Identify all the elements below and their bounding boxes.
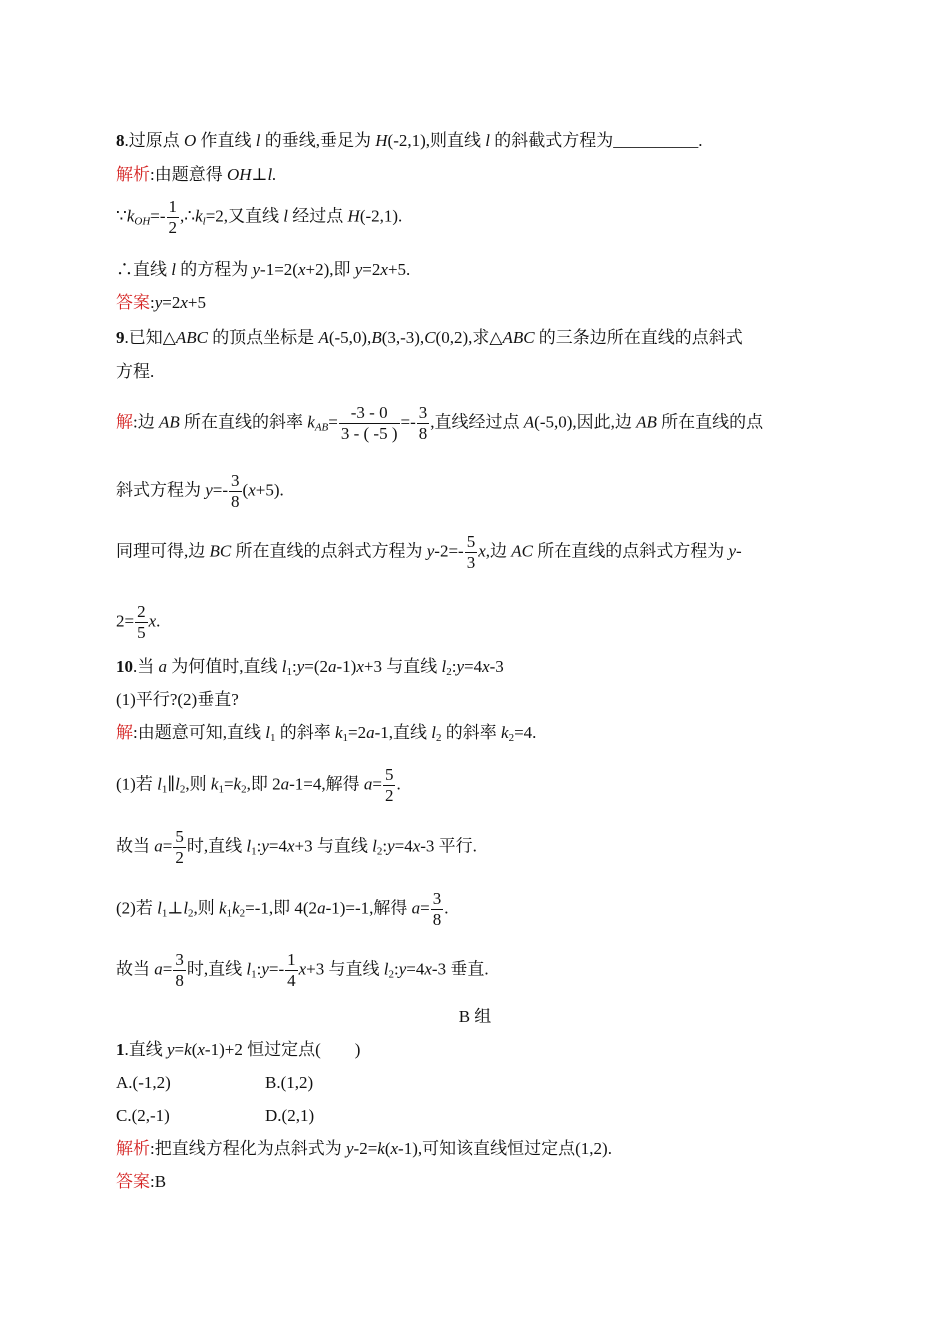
text: 2 bbox=[436, 732, 442, 744]
q8-analysis bbox=[116, 164, 277, 186]
text: 方程. bbox=[116, 362, 155, 381]
text: a bbox=[280, 774, 290, 794]
text: 的斜率 bbox=[441, 723, 502, 742]
text: = bbox=[162, 959, 173, 979]
text: 由题意可知,直线 bbox=[137, 723, 266, 742]
text: x bbox=[390, 1139, 399, 1158]
text: =- bbox=[400, 412, 416, 432]
text: x bbox=[356, 657, 364, 676]
text: k bbox=[126, 206, 135, 226]
answer-blank: __________ bbox=[613, 131, 699, 150]
text: a bbox=[328, 657, 337, 676]
text: k bbox=[377, 1139, 385, 1158]
text: a bbox=[317, 898, 326, 918]
text: k bbox=[195, 206, 203, 226]
text: 2 bbox=[239, 907, 246, 920]
numerator: 3 bbox=[418, 403, 428, 422]
text: 经过点 bbox=[288, 206, 348, 226]
text: .已知△ bbox=[124, 328, 176, 347]
text: 的垂线,垂足为 bbox=[260, 131, 376, 150]
fraction-5-3 bbox=[465, 532, 478, 573]
option-b: B.(1,2) bbox=[265, 1073, 314, 1092]
text: =- bbox=[150, 206, 166, 226]
text: . bbox=[444, 898, 449, 918]
text: 2 bbox=[179, 783, 186, 796]
numerator: 3 bbox=[231, 471, 240, 490]
text: y bbox=[345, 1139, 354, 1158]
text: =4 bbox=[394, 836, 413, 856]
fraction-3-8 bbox=[431, 889, 444, 930]
text: =2 bbox=[348, 723, 367, 742]
text: ABC bbox=[175, 328, 208, 347]
text: 同理可得,边 bbox=[116, 541, 210, 561]
text: a bbox=[411, 898, 421, 918]
text: AC bbox=[511, 541, 533, 561]
text: a bbox=[363, 774, 373, 794]
text: l bbox=[265, 723, 270, 742]
text: (1)若 bbox=[116, 774, 158, 794]
text: =4 bbox=[464, 657, 483, 676]
section-title: B 组 bbox=[458, 1007, 492, 1026]
text: (-5,0),因此,边 bbox=[534, 412, 637, 432]
text: ABC bbox=[502, 328, 535, 347]
text: A bbox=[318, 328, 329, 347]
text: -1=2( bbox=[260, 260, 298, 279]
text: -1,直线 bbox=[374, 723, 432, 742]
text: : bbox=[382, 836, 388, 856]
text: k bbox=[501, 723, 509, 742]
text: 斜式方程为 bbox=[116, 480, 206, 500]
text: ,边 bbox=[485, 541, 512, 561]
text: : bbox=[256, 959, 262, 979]
text: l bbox=[246, 959, 252, 979]
text: 时,直线 bbox=[186, 959, 247, 979]
q10-part1-conclusion bbox=[116, 827, 477, 868]
text: l bbox=[255, 131, 261, 150]
text: ,∴ bbox=[180, 206, 196, 226]
q9-stem bbox=[116, 327, 743, 349]
b-q1-answer bbox=[116, 1171, 166, 1193]
text: 1 bbox=[161, 907, 168, 920]
text: O bbox=[184, 131, 197, 150]
q10-part2 bbox=[116, 889, 448, 930]
text: 故当 bbox=[116, 959, 155, 979]
text: : bbox=[133, 412, 138, 432]
text: =2 bbox=[362, 260, 381, 279]
text: +3 与直线 bbox=[363, 657, 442, 676]
text: 2= bbox=[116, 611, 135, 631]
text: ⊥ bbox=[167, 898, 184, 918]
text: = bbox=[420, 898, 430, 918]
text: y bbox=[728, 541, 737, 561]
text: l bbox=[281, 657, 287, 676]
text: a bbox=[154, 836, 163, 856]
text: x bbox=[286, 836, 295, 856]
q8-stem bbox=[116, 130, 703, 152]
text: x bbox=[478, 541, 486, 561]
numerator: 3 bbox=[432, 889, 442, 908]
text: 1 bbox=[218, 783, 224, 796]
text: -3 bbox=[489, 657, 504, 676]
text: (-2,1). bbox=[359, 206, 403, 226]
q9-stem-line2 bbox=[116, 361, 154, 383]
text: ( bbox=[242, 480, 249, 500]
q9-solution-line2 bbox=[116, 471, 284, 512]
text: = bbox=[223, 774, 234, 794]
text: : bbox=[150, 293, 155, 312]
fraction-3-8 bbox=[229, 471, 242, 512]
text: y bbox=[205, 480, 213, 500]
answer-label: 答案 bbox=[116, 293, 150, 312]
text: l bbox=[157, 774, 162, 794]
text: x bbox=[412, 836, 421, 856]
b-q1-number: 1 bbox=[116, 1040, 125, 1059]
text: BC bbox=[209, 541, 232, 561]
text: OH bbox=[134, 215, 151, 228]
text: -1),可知该直线恒过定点(1,2). bbox=[398, 1139, 612, 1158]
text: -3 垂直. bbox=[431, 959, 489, 979]
text: OH bbox=[226, 165, 252, 184]
text: 的斜截式方程为 bbox=[490, 131, 614, 150]
text: ∵ bbox=[116, 206, 127, 226]
text: l bbox=[183, 898, 189, 918]
text: +5 bbox=[187, 293, 207, 312]
text: 2 bbox=[388, 968, 394, 981]
text: y bbox=[154, 293, 163, 312]
text: -1=4,解得 bbox=[289, 774, 364, 794]
text: 2 bbox=[508, 732, 515, 744]
numerator: 5 bbox=[175, 827, 184, 846]
text: C bbox=[424, 328, 436, 347]
text: . bbox=[396, 774, 401, 794]
text: 边 bbox=[137, 412, 159, 432]
text: k bbox=[210, 774, 219, 794]
text: +5. bbox=[387, 260, 411, 279]
analysis-label: 解析 bbox=[116, 1139, 150, 1158]
text: .直线 bbox=[124, 1040, 167, 1059]
text: =4 bbox=[406, 959, 425, 979]
text: y bbox=[261, 836, 269, 856]
q10-stem bbox=[116, 656, 504, 678]
text: 把直线方程化为点斜式为 bbox=[154, 1139, 346, 1158]
text: +3 与直线 bbox=[294, 836, 373, 856]
q10-part1 bbox=[116, 765, 401, 806]
text: x bbox=[424, 959, 432, 979]
numerator: -3 - 0 bbox=[339, 403, 400, 424]
text: -1)=-1,解得 bbox=[325, 898, 412, 918]
text: 1 bbox=[251, 845, 257, 858]
text: 1 bbox=[269, 732, 276, 744]
text: l bbox=[283, 206, 289, 226]
denominator: 8 bbox=[231, 492, 240, 511]
text: = bbox=[372, 774, 382, 794]
text: k bbox=[184, 1040, 192, 1059]
text: 的顶点坐标是 bbox=[207, 328, 319, 347]
text: y bbox=[387, 836, 395, 856]
text: 为何值时,直线 bbox=[167, 657, 282, 676]
numerator: 2 bbox=[137, 602, 146, 621]
q9-solution-line3 bbox=[116, 532, 742, 573]
text: 所在直线的斜率 bbox=[179, 412, 308, 432]
text: ,则 bbox=[193, 898, 220, 918]
q9-solution-line4 bbox=[116, 602, 160, 643]
q8-number: 8 bbox=[116, 131, 125, 150]
fraction-5-2 bbox=[173, 827, 186, 868]
text: l bbox=[431, 723, 437, 742]
text: ∥ bbox=[167, 774, 176, 794]
text: . bbox=[698, 131, 703, 150]
text: 时,直线 bbox=[186, 836, 247, 856]
text: l bbox=[175, 774, 180, 794]
text: : bbox=[256, 836, 262, 856]
text: ,则 bbox=[185, 774, 211, 794]
analysis-label: 解析 bbox=[116, 165, 150, 184]
text: x bbox=[180, 293, 188, 312]
text: 2 bbox=[446, 666, 452, 678]
text: 所在直线的点斜式方程为 bbox=[532, 541, 729, 561]
text: : bbox=[451, 657, 457, 676]
text: -1) bbox=[336, 657, 357, 676]
text: (3,-3), bbox=[381, 328, 425, 347]
text: .过原点 bbox=[124, 131, 184, 150]
text: : bbox=[150, 1172, 155, 1191]
text: =- bbox=[268, 959, 285, 979]
text: x bbox=[482, 657, 490, 676]
text: - bbox=[736, 541, 742, 561]
text: 1 bbox=[342, 732, 349, 744]
fraction-5-2 bbox=[383, 765, 396, 806]
text: +5). bbox=[255, 480, 284, 500]
text: 作直线 bbox=[196, 131, 256, 150]
option-d: D.(2,1) bbox=[265, 1106, 315, 1125]
option-a: A.(-1,2) bbox=[116, 1073, 171, 1092]
text: ⊥ bbox=[251, 165, 268, 184]
text: 1 bbox=[226, 907, 233, 920]
denominator: 8 bbox=[418, 424, 428, 443]
text: +3 与直线 bbox=[306, 959, 384, 979]
b-q1-analysis bbox=[116, 1138, 612, 1160]
text: 2 bbox=[376, 845, 383, 858]
fraction-slope-ab bbox=[339, 403, 400, 444]
text: -1)+2 恒过定点( ) bbox=[204, 1040, 361, 1059]
numerator: 3 bbox=[175, 950, 184, 969]
text: y bbox=[426, 541, 435, 561]
text: : bbox=[291, 657, 297, 676]
text: l bbox=[202, 215, 206, 228]
text: 故当 bbox=[116, 836, 155, 856]
text: . bbox=[156, 611, 161, 631]
text: y bbox=[456, 657, 464, 676]
text: H bbox=[375, 131, 388, 150]
text: y bbox=[167, 1040, 175, 1059]
text: ( bbox=[191, 1040, 198, 1059]
fraction-3-8 bbox=[173, 950, 186, 991]
text: k bbox=[219, 898, 227, 918]
text: 由题意得 bbox=[154, 165, 227, 184]
numerator: 5 bbox=[466, 532, 476, 551]
denominator: 8 bbox=[432, 910, 442, 929]
denominator: 8 bbox=[175, 971, 184, 990]
text: x bbox=[298, 959, 307, 979]
text: AB bbox=[158, 412, 180, 432]
answer-label: 答案 bbox=[116, 1172, 150, 1191]
text: =- bbox=[212, 480, 229, 500]
option-c: C.(2,-1) bbox=[116, 1106, 170, 1125]
text: (1)平行?(2)垂直? bbox=[116, 690, 239, 709]
text: =2 bbox=[162, 293, 181, 312]
text: = bbox=[328, 412, 338, 432]
text: -2= bbox=[353, 1139, 378, 1158]
text: -2=- bbox=[434, 541, 464, 561]
numerator: 1 bbox=[168, 197, 178, 216]
text: y bbox=[354, 260, 363, 279]
text: ,直线经过点 bbox=[430, 412, 524, 432]
text: k bbox=[233, 774, 242, 794]
text: (0,2),求△ bbox=[435, 328, 503, 347]
text: l bbox=[157, 898, 162, 918]
text: =2,又直线 bbox=[205, 206, 284, 226]
text: a bbox=[158, 657, 167, 676]
text: 2 bbox=[188, 907, 194, 920]
text: l bbox=[485, 131, 491, 150]
text: a bbox=[366, 723, 375, 742]
text: 2 bbox=[241, 783, 247, 796]
text: l bbox=[441, 657, 447, 676]
text: -3 平行. bbox=[420, 836, 477, 856]
text: +2),即 bbox=[305, 260, 355, 279]
fraction-3-8 bbox=[417, 403, 430, 444]
denominator: 4 bbox=[287, 971, 296, 990]
q10-number: 10 bbox=[116, 657, 133, 676]
fraction-1-4 bbox=[285, 950, 298, 991]
text: l bbox=[383, 959, 389, 979]
fraction-one-half bbox=[167, 197, 180, 238]
text: x bbox=[297, 260, 306, 279]
text: = bbox=[162, 836, 173, 856]
text: B bbox=[154, 1172, 167, 1191]
text: l. bbox=[267, 165, 277, 184]
text: k bbox=[334, 723, 343, 742]
text: : bbox=[150, 165, 155, 184]
text: .当 bbox=[133, 657, 159, 676]
q10-stem-line2 bbox=[116, 689, 239, 711]
q10-part2-conclusion bbox=[116, 950, 489, 991]
text: AB bbox=[314, 421, 329, 434]
text: 的斜率 bbox=[275, 723, 335, 742]
text: 1 bbox=[251, 968, 257, 981]
numerator: 1 bbox=[287, 950, 296, 969]
q9-solution-line1 bbox=[116, 403, 763, 444]
denominator: 3 - ( -5 ) bbox=[340, 424, 398, 443]
text: AB bbox=[636, 412, 657, 432]
b-q1-stem bbox=[116, 1039, 360, 1061]
numerator: 5 bbox=[384, 765, 394, 784]
text: x bbox=[197, 1040, 205, 1059]
q10-solution bbox=[116, 722, 536, 744]
text: 1 bbox=[161, 783, 168, 796]
text: ( bbox=[384, 1139, 391, 1158]
text: =(2 bbox=[304, 657, 329, 676]
text: k bbox=[232, 898, 240, 918]
text: y bbox=[261, 959, 269, 979]
q8-answer bbox=[116, 292, 206, 314]
denominator: 2 bbox=[384, 786, 394, 805]
text: A bbox=[523, 412, 535, 432]
text: y bbox=[398, 959, 407, 979]
text: =4. bbox=[514, 723, 537, 742]
denominator: 2 bbox=[168, 218, 178, 237]
text: 所在直线的点 bbox=[656, 412, 764, 432]
text: l bbox=[372, 836, 377, 856]
solution-label: 解 bbox=[116, 723, 133, 742]
text: l bbox=[171, 260, 176, 279]
fraction-2-5 bbox=[135, 602, 148, 643]
denominator: 5 bbox=[137, 623, 146, 642]
text: a bbox=[154, 959, 163, 979]
text: ∴直线 bbox=[116, 260, 172, 279]
text: 1 bbox=[286, 666, 292, 678]
text: : bbox=[150, 1139, 155, 1158]
q8-step3 bbox=[116, 259, 410, 281]
text: H bbox=[347, 206, 360, 226]
text: x bbox=[380, 260, 388, 279]
text: : bbox=[393, 959, 399, 979]
denominator: 3 bbox=[466, 553, 476, 572]
text: =4 bbox=[268, 836, 287, 856]
text: =-1,即 4(2 bbox=[245, 898, 318, 918]
text: y bbox=[252, 260, 261, 279]
text: = bbox=[174, 1040, 185, 1059]
text: 所在直线的点斜式方程为 bbox=[231, 541, 427, 561]
solution-label: 解 bbox=[116, 412, 133, 432]
text: x bbox=[148, 611, 157, 631]
text: y bbox=[296, 657, 305, 676]
text: x bbox=[248, 480, 256, 500]
text: k bbox=[307, 412, 315, 432]
text: 的方程为 bbox=[175, 260, 253, 279]
text: l bbox=[246, 836, 252, 856]
text: (-2,1),则直线 bbox=[387, 131, 486, 150]
text: (-5,0), bbox=[328, 328, 372, 347]
text: : bbox=[133, 723, 138, 742]
text: B bbox=[371, 328, 382, 347]
text: ,即 2 bbox=[246, 774, 281, 794]
text: (2)若 bbox=[116, 898, 158, 918]
denominator: 2 bbox=[175, 848, 184, 867]
text: 的三条边所在直线的点斜式 bbox=[534, 328, 743, 347]
q8-step2 bbox=[116, 197, 402, 238]
q9-number: 9 bbox=[116, 328, 125, 347]
